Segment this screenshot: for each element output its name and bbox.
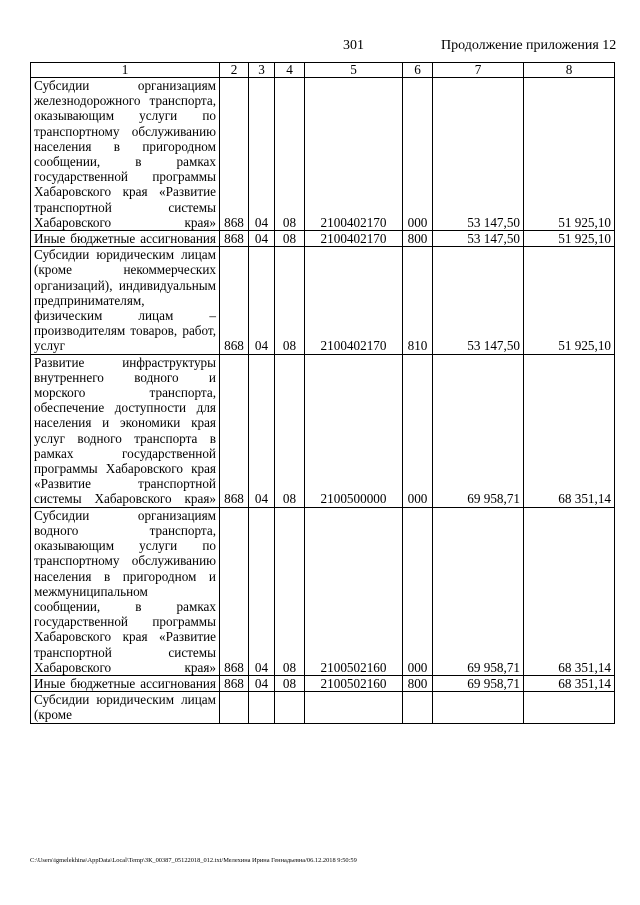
row-description: Развитие инфраструктуры внутреннего водного и морского транспорта, обеспечение доступности для населения и экономики края услуг водного транспорта в рамках государственной программы Хабаровского края «Развитие транспортной системы Хабаровского края» bbox=[31, 354, 220, 507]
row-description: Иные бюджетные ассигнования bbox=[31, 231, 220, 247]
column-header: 5 bbox=[305, 63, 403, 78]
cell-section: 04 bbox=[249, 231, 275, 247]
cell-amount-2: 68 351,14 bbox=[524, 675, 615, 691]
table-row bbox=[31, 231, 615, 247]
table-row bbox=[31, 692, 615, 723]
cell-ministry-code: 868 bbox=[220, 354, 249, 507]
cell-target-code: 2100402170 bbox=[305, 78, 403, 231]
cell-subsection: 08 bbox=[275, 507, 305, 675]
cell-amount-1: 53 147,50 bbox=[433, 231, 524, 247]
cell-ministry-code: 868 bbox=[220, 78, 249, 231]
cell-amount-1: 53 147,50 bbox=[433, 78, 524, 231]
cell-expense-type: 810 bbox=[403, 247, 433, 354]
cell-expense-type: 000 bbox=[403, 507, 433, 675]
cell-amount-2: 51 925,10 bbox=[524, 231, 615, 247]
cell-amount-1: 69 958,71 bbox=[433, 354, 524, 507]
row-description: Субсидии организациям железнодорожного транспорта, оказывающим услуги по транспортному обслуживанию населения в пригородном сообщении, в рамках государственной программы Хабаровского края «Развитие транспортной системы Хабаровского края» bbox=[31, 78, 220, 231]
cell-section: 04 bbox=[249, 675, 275, 691]
cell-subsection: 08 bbox=[275, 231, 305, 247]
cell-amount-1: 69 958,71 bbox=[433, 507, 524, 675]
column-header: 6 bbox=[403, 63, 433, 78]
cell-target-code: 2100402170 bbox=[305, 231, 403, 247]
budget-table bbox=[30, 62, 615, 724]
row-description: Иные бюджетные ассигнования bbox=[31, 675, 220, 691]
column-header: 7 bbox=[433, 63, 524, 78]
appendix-label: Продолжение приложения 12 bbox=[441, 38, 617, 53]
cell-target-code: 2100500000 bbox=[305, 354, 403, 507]
cell-expense-type: 000 bbox=[403, 78, 433, 231]
cell-ministry-code: 868 bbox=[220, 247, 249, 354]
row-description: Субсидии юридическим лицам (кроме некоммерческих организаций), индивидуальным предпринимателям, физическим лицам – производителям товаров, работ, услуг bbox=[31, 247, 220, 354]
cell-subsection: 08 bbox=[275, 247, 305, 354]
cell-amount-2: 51 925,10 bbox=[524, 78, 615, 231]
cell-expense-type: 800 bbox=[403, 675, 433, 691]
column-header: 8 bbox=[524, 63, 615, 78]
cell-section bbox=[249, 692, 275, 723]
table-row bbox=[31, 675, 615, 691]
cell-amount-1 bbox=[433, 692, 524, 723]
cell-subsection bbox=[275, 692, 305, 723]
cell-amount-1: 69 958,71 bbox=[433, 675, 524, 691]
cell-section: 04 bbox=[249, 507, 275, 675]
cell-section: 04 bbox=[249, 247, 275, 354]
cell-amount-2: 68 351,14 bbox=[524, 354, 615, 507]
cell-section: 04 bbox=[249, 78, 275, 231]
cell-target-code: 2100402170 bbox=[305, 247, 403, 354]
file-path-footer: C:\Users\igmelekhina\AppData\Local\Temp\ЗК_00387_05122018_012.txt/Мелехина Ирина Геннадьевна/06.12.2018 9:50:59 bbox=[30, 857, 357, 864]
cell-target-code: 2100502160 bbox=[305, 507, 403, 675]
cell-amount-2: 68 351,14 bbox=[524, 507, 615, 675]
column-header: 3 bbox=[249, 63, 275, 78]
cell-section: 04 bbox=[249, 354, 275, 507]
cell-subsection: 08 bbox=[275, 78, 305, 231]
cell-amount-2: 51 925,10 bbox=[524, 247, 615, 354]
cell-ministry-code: 868 bbox=[220, 231, 249, 247]
table-row bbox=[31, 354, 615, 507]
column-header: 1 bbox=[31, 63, 220, 78]
table-row bbox=[31, 247, 615, 354]
table-row bbox=[31, 78, 615, 231]
cell-ministry-code: 868 bbox=[220, 675, 249, 691]
cell-ministry-code: 868 bbox=[220, 507, 249, 675]
table-row bbox=[31, 507, 615, 675]
row-description: Субсидии юридическим лицам (кроме bbox=[31, 692, 220, 723]
cell-expense-type: 800 bbox=[403, 231, 433, 247]
column-header: 4 bbox=[275, 63, 305, 78]
cell-target-code bbox=[305, 692, 403, 723]
cell-subsection: 08 bbox=[275, 675, 305, 691]
cell-expense-type bbox=[403, 692, 433, 723]
cell-ministry-code bbox=[220, 692, 249, 723]
page-number: 301 bbox=[343, 38, 364, 53]
cell-amount-2 bbox=[524, 692, 615, 723]
cell-amount-1: 53 147,50 bbox=[433, 247, 524, 354]
table-header-row bbox=[31, 63, 615, 78]
column-header: 2 bbox=[220, 63, 249, 78]
cell-expense-type: 000 bbox=[403, 354, 433, 507]
cell-subsection: 08 bbox=[275, 354, 305, 507]
cell-target-code: 2100502160 bbox=[305, 675, 403, 691]
row-description: Субсидии организациям водного транспорта, оказывающим услуги по транспортному обслуживанию населения в пригородном и межмуниципальном сообщении, в рамках государственной программы Хабаровского края «Развитие транспортной системы Хабаровского края» bbox=[31, 507, 220, 675]
